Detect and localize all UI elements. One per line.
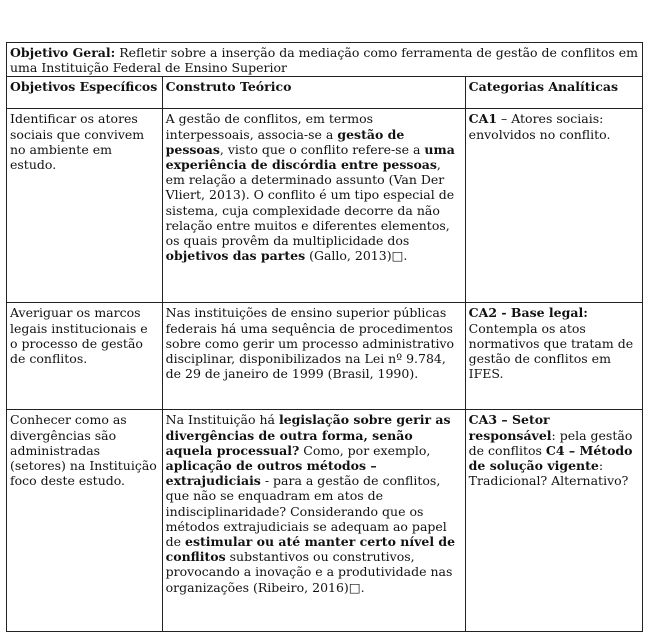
general-objective-text: Refletir sobre a inserção da mediação como ferramenta de gestão de conflitos em uma Instituição Federal de Ensino Superior	[10, 45, 639, 76]
text-run: A gestão de conflitos, em termos interpessoais, associa-se a	[165, 111, 374, 142]
bold-text-run: objetivos das partes	[165, 248, 306, 264]
objetivo-cell: Identificar os atores sociais que convivem no ambiente em estudo.	[7, 109, 163, 303]
general-objective-label: Objetivo Geral:	[10, 45, 116, 60]
text-run: Como, por exemplo,	[299, 442, 431, 458]
bold-text-run: CA3 – Setor responsável	[468, 412, 552, 443]
text-run: (Gallo, 2013)□.	[305, 248, 408, 264]
bold-text-run: CA1	[468, 111, 498, 127]
text-run: Na Instituição há	[165, 412, 279, 428]
categoria-cell	[465, 109, 642, 303]
text-run: , visto que o conflito refere-se a	[219, 141, 425, 157]
categoria-cell	[465, 303, 642, 410]
text-run: : pela gestão de conflitos	[468, 427, 633, 458]
header-categorias: Categorias Analíticas	[465, 77, 642, 109]
objetivo-cell: Conhecer como as divergências são administradas (setores) na Instituição foco deste estudo.	[7, 410, 163, 632]
bold-text-run: estimular ou até manter certo nível de conflitos	[165, 534, 456, 565]
construto-cell	[162, 109, 465, 303]
header-construto: Construto Teórico	[162, 77, 465, 109]
table-row	[7, 303, 643, 410]
header-row	[7, 77, 643, 109]
objetivo-cell: Averiguar os marcos legais institucionais e o processo de gestão de conflitos.	[7, 303, 163, 410]
text-run: – Atores sociais: envolvidos no conflito.	[468, 111, 611, 142]
general-objective-cell	[7, 43, 643, 77]
text-run: , em relação a determinado assunto (Van Der Vliert, 2013). O conflito é um tipo especial de sistema, cuja complexidade decorre da não relação entre muitos e diferentes elementos, os quais provêm da multiplicidade dos	[165, 157, 455, 249]
general-objective-row	[7, 43, 643, 77]
construto-cell	[162, 303, 465, 410]
bold-text-run: uma experiência de discórdia entre pessoas	[165, 141, 455, 173]
bold-text-run: legislação sobre gerir as divergências de outra forma, senão aquela processual?	[165, 412, 451, 458]
table-row	[7, 109, 643, 303]
bold-text-run: CA2 - Base legal:	[468, 305, 588, 321]
bold-text-run: aplicação de outros métodos – extrajudiciais	[165, 458, 377, 489]
table-row	[7, 410, 643, 632]
analysis-table	[6, 42, 643, 632]
text-run: : Tradicional? Alternativo?	[468, 458, 629, 489]
text-run: Contempla os atos normativos que tratam de gestão de conflitos em IFES.	[468, 320, 634, 382]
bold-text-run: gestão de pessoas	[165, 126, 405, 157]
bold-text-run: C4 – Método de solução vigente	[468, 442, 633, 474]
text-run: - para a gestão de conflitos, que não se enquadram em atos de indisciplinaridade? Considerando que os métodos extrajudiciais se adequam ao papel de	[165, 473, 447, 550]
categoria-cell	[465, 410, 642, 632]
text-run: Nas instituições de ensino superior públicas federais há uma sequência de procedimentos sobre como gerir um processo administrativo disciplinar, disponibilizados na Lei nº 9.784, de 29 de janeiro de 1999 (Brasil, 1990).	[165, 305, 455, 382]
construto-cell	[162, 410, 465, 632]
text-run: substantivos ou construtivos, provocando a inovação e a produtividade nas organizações (Ribeiro, 2016)□.	[165, 549, 453, 595]
header-objetivos: Objetivos Específicos	[7, 77, 163, 109]
